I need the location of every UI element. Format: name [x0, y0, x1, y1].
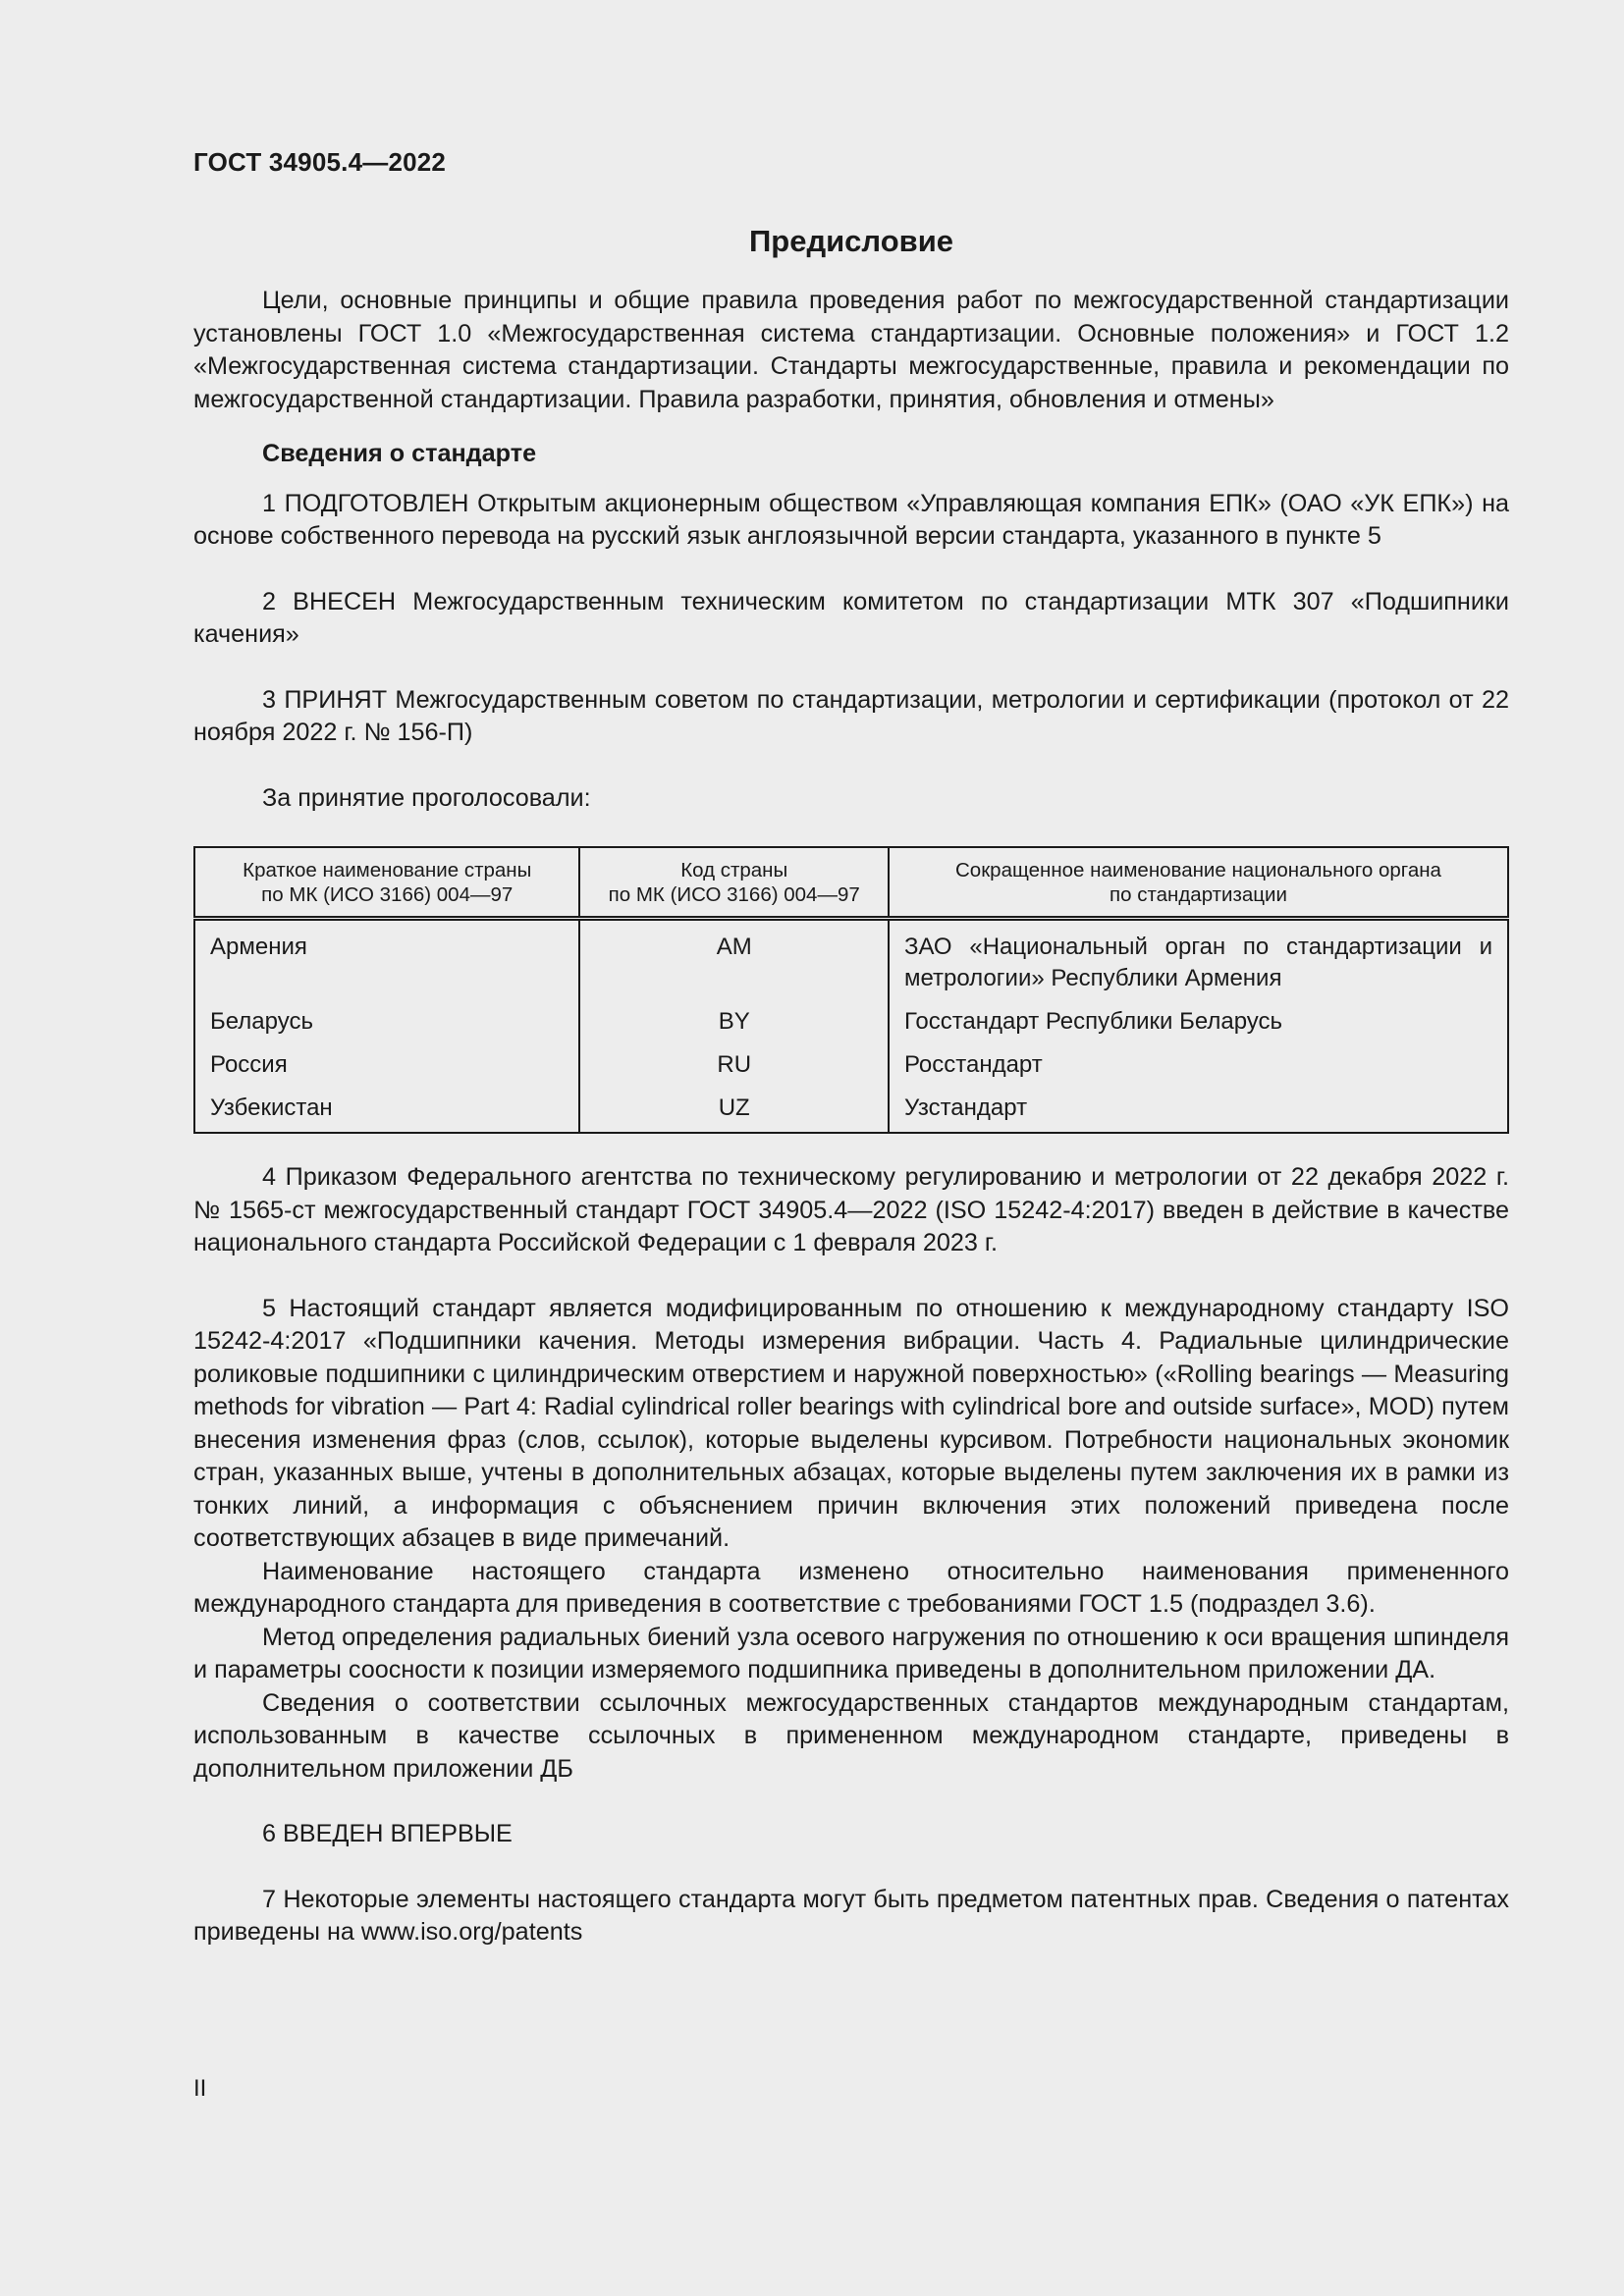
item-5: 5 Настоящий стандарт является модифицированным по отношению к международному стандарту ISO 15242-4:2017 «Подшипники качения. Методы измерения вибрации. Часть 4. Радиальные цилиндрические роликовые подшипники с цилиндрическим отверстием и наружной поверхностью» («Rolling bearings — Measuring methods for vibration — Part 4: Radial cylindrical roller bearings with cylindrical bore and outside surface», MOD) путем внесения изменения фраз (слов, ссылок), которые выделены курсивом. Потребности национальных экономик стран, указанных выше, учтены в дополнительных абзацах, которые выделены путем заключения их в рамки из тонких линий, а информация с объяснением причин включения этих положений приведена после соответствующих абзацев в виде примечаний.: [193, 1294, 1509, 1552]
page-content: [193, 285, 1509, 1949]
item-4: 4 Приказом Федерального агентства по техническому регулированию и метрологии от 22 декабря 2022 г. № 1565-ст межгосударственный стандарт ГОСТ 34905.4—2022 (ISO 15242-4:2017) введен в действие в качестве национального стандарта Российской Федерации с 1 февраля 2023 г.: [193, 1163, 1509, 1256]
vote-intro: За принятие проголосовали:: [262, 783, 591, 812]
table-row: [194, 1087, 1508, 1133]
page-number: II: [193, 2075, 207, 2102]
country-cell: Узбекистан: [194, 1087, 579, 1133]
country-cell: Армения: [194, 919, 579, 1001]
code-cell: AM: [579, 919, 888, 1001]
item-5-paragraph-4: Сведения о соответствии ссылочных межгосударственных стандартов международным стандартам, использованным в качестве ссылочных в примененном международном стандарте, приведены в дополнительном приложении ДБ: [193, 1688, 1509, 1783]
table-row: [194, 1043, 1508, 1087]
body-cell: Росстандарт: [889, 1043, 1508, 1087]
column-header-code: Код страны по МК (ИСО 3166) 004—97: [579, 847, 888, 919]
country-cell: Россия: [194, 1043, 579, 1087]
body-cell: ЗАО «Национальный орган по стандартизации и метрологии» Республики Армения: [889, 919, 1508, 1001]
item-3: 3 ПРИНЯТ Межгосударственным советом по стандартизации, метрологии и сертификации (протокол от 22 ноября 2022 г. № 156-П): [193, 685, 1509, 746]
voting-table: [193, 846, 1509, 1134]
code-cell: UZ: [579, 1087, 888, 1133]
body-cell: Узстандарт: [889, 1087, 1508, 1133]
code-cell: BY: [579, 1000, 888, 1043]
code-cell: RU: [579, 1043, 888, 1087]
document-header: ГОСТ 34905.4—2022: [193, 147, 447, 177]
info-heading: Сведения о стандарте: [262, 440, 537, 467]
item-5-paragraph-3: Метод определения радиальных биений узла осевого нагружения по отношению к оси вращения шпинделя и параметры соосности к позиции измеряемого подшипника приведены в дополнительном приложении ДА.: [193, 1623, 1509, 1683]
item-1: 1 ПОДГОТОВЛЕН Открытым акционерным обществом «Управляющая компания ЕПК» (ОАО «УК ЕПК») на основе собственного перевода на русский язык англоязычной версии стандарта, указанного в пункте 5: [193, 489, 1509, 550]
item-5-paragraph-2: Наименование настоящего стандарта изменено относительно наименования примененного международного стандарта для приведения в соответствие с требованиями ГОСТ 1.5 (подраздел 3.6).: [193, 1557, 1509, 1618]
intro-paragraph: Цели, основные принципы и общие правила проведения работ по межгосударственной стандартизации установлены ГОСТ 1.0 «Межгосударственная система стандартизации. Основные положения» и ГОСТ 1.2 «Межгосударственная система стандартизации. Стандарты межгосударственные, правила и рекомендации по межгосударственной стандартизации. Правила разработки, принятия, обновления и отмены»: [193, 287, 1509, 413]
page-title: Предисловие: [748, 224, 953, 258]
item-7: 7 Некоторые элементы настоящего стандарта могут быть предметом патентных прав. Сведения о патентах приведены на www.iso.org/patents: [193, 1885, 1509, 1946]
table-row: [194, 1000, 1508, 1043]
table-header-row: [194, 847, 1508, 919]
column-header-body: Сокращенное наименование национального органа по стандартизации: [889, 847, 1508, 919]
table-row: [194, 919, 1508, 1001]
item-2: 2 ВНЕСЕН Межгосударственным техническим комитетом по стандартизации МТК 307 «Подшипники качения»: [193, 587, 1509, 648]
country-cell: Беларусь: [194, 1000, 579, 1043]
column-header-country: Краткое наименование страны по МК (ИСО 3166) 004—97: [194, 847, 579, 919]
body-cell: Госстандарт Республики Беларусь: [889, 1000, 1508, 1043]
item-6: 6 ВВЕДЕН ВПЕРВЫЕ: [262, 1820, 513, 1847]
